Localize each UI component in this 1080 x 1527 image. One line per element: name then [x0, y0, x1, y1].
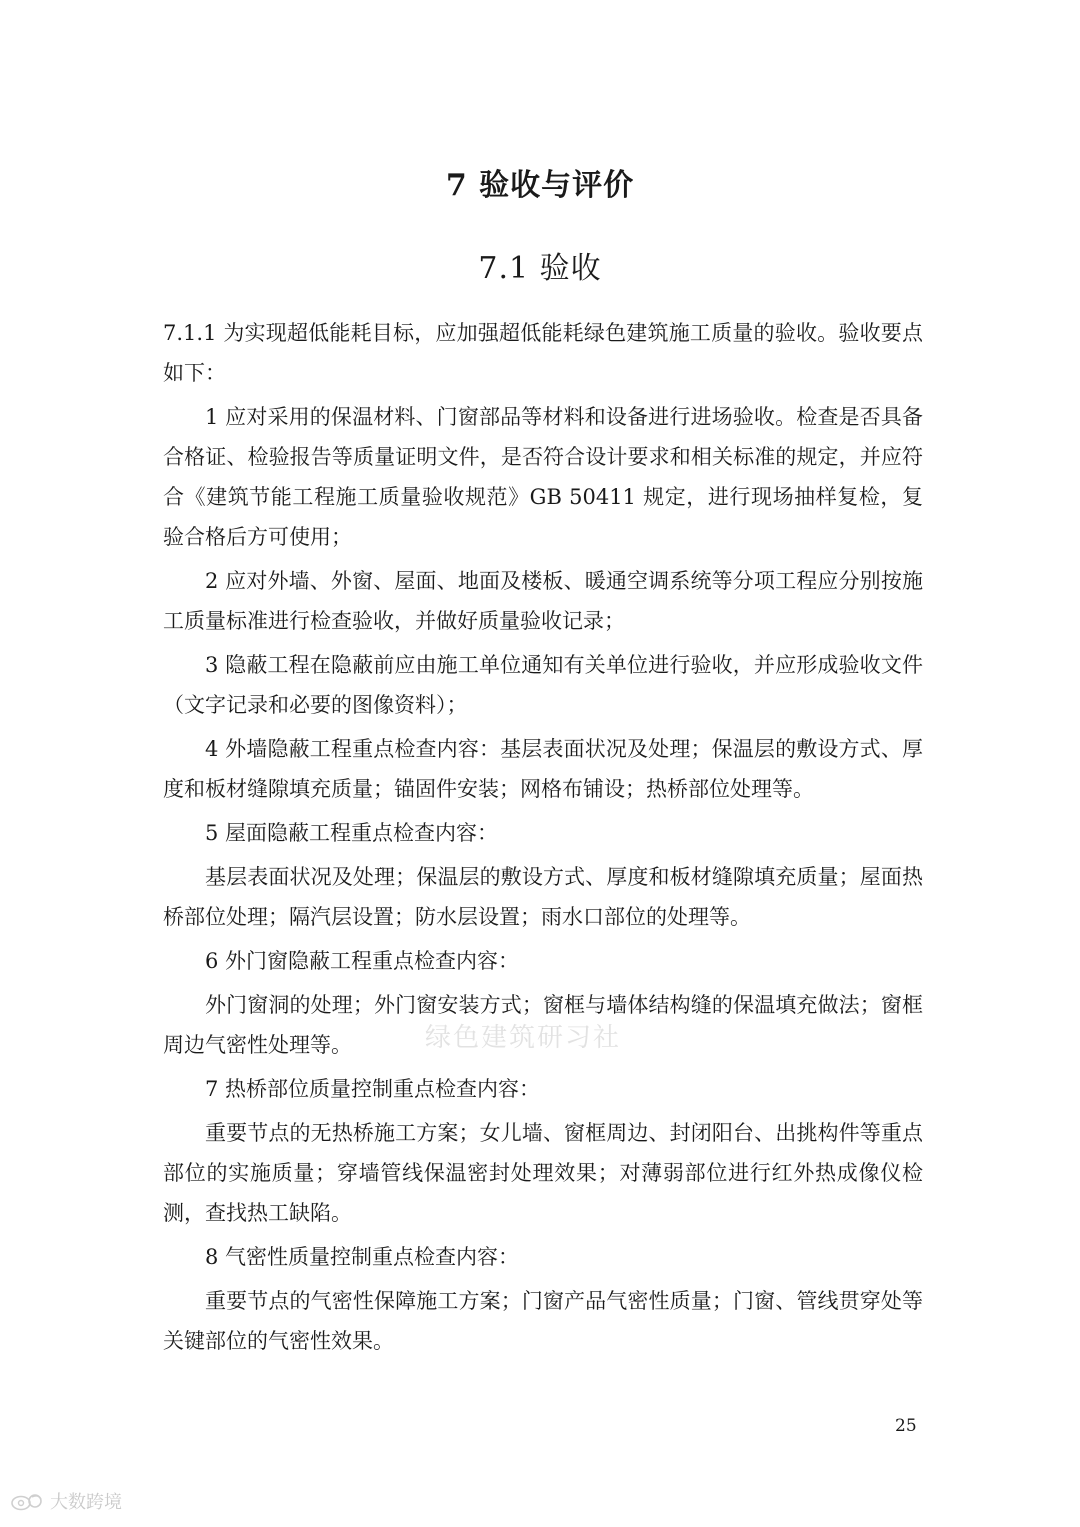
item-3-concealed-works: 3 隐蔽工程在隐蔽前应由施工单位通知有关单位进行验收，并应形成验收文件（文字记录和必要的图像资料）；: [163, 653, 923, 717]
chapter-title: 7 验收与评价: [445, 168, 635, 203]
corner-watermark-label: 大数跨境: [50, 1492, 122, 1513]
item-8-airtightness-heading: 8 气密性质量控制重点检查内容：: [205, 1245, 520, 1269]
corner-watermark: [10, 1488, 122, 1514]
item-4-exterior-wall: 4 外墙隐蔽工程重点检查内容：基层表面状况及处理；保温层的敷设方式、厚度和板材缝隙填充质量；锚固件安装；网格布铺设；热桥部位处理等。: [163, 737, 923, 801]
section-title: 7.1 验收: [478, 251, 602, 286]
item-5-roof-heading: 5 屋面隐蔽工程重点检查内容：: [205, 821, 499, 845]
clause-7-1-1: 7.1.1 为实现超低能耗目标，应加强超低能耗绿色建筑施工质量的验收。验收要点如下：: [163, 321, 923, 385]
item-1-incoming-inspection: 1 应对采用的保温材料、门窗部品等材料和设备进行进场验收。检查是否具备合格证、检验报告等质量证明文件，是否符合设计要求和相关标准的规定，并应符合《建筑节能工程施工质量验收规范》GB 50411 规定，进行现场抽样复检，复验合格后方可使用；: [163, 405, 923, 549]
item-7-thermal-bridge-content: 重要节点的无热桥施工方案；女儿墙、窗框周边、封闭阳台、出挑构件等重点部位的实施质量；穿墙管线保温密封处理效果；对薄弱部位进行红外热成像仪检测，查找热工缺陷。: [163, 1121, 923, 1225]
body-text: [163, 313, 923, 1365]
item-2-subproject-acceptance: 2 应对外墙、外窗、屋面、地面及楼板、暖通空调系统等分项工程应分别按施工质量标准进行检查验收，并做好质量验收记录；: [163, 569, 923, 633]
item-6-doors-windows-content: 外门窗洞的处理；外门窗安装方式；窗框与墙体结构缝的保温填充做法；窗框周边气密性处理等。: [163, 993, 923, 1057]
page-number: 25: [895, 1416, 917, 1436]
item-5-roof-content: 基层表面状况及处理；保温层的敷设方式、厚度和板材缝隙填充质量；屋面热桥部位处理；隔汽层设置；防水层设置；雨水口部位的处理等。: [163, 865, 923, 929]
watermark-text: 绿色建筑研习社: [425, 1023, 622, 1053]
item-8-airtightness-content: 重要节点的气密性保障施工方案；门窗产品气密性质量；门窗、管线贯穿处等关键部位的气密性效果。: [163, 1289, 923, 1353]
item-6-doors-windows-heading: 6 外门窗隐蔽工程重点检查内容：: [205, 949, 520, 973]
item-7-thermal-bridge-heading: 7 热桥部位质量控制重点检查内容：: [205, 1077, 541, 1101]
weibo-logo-icon: [10, 1491, 44, 1511]
